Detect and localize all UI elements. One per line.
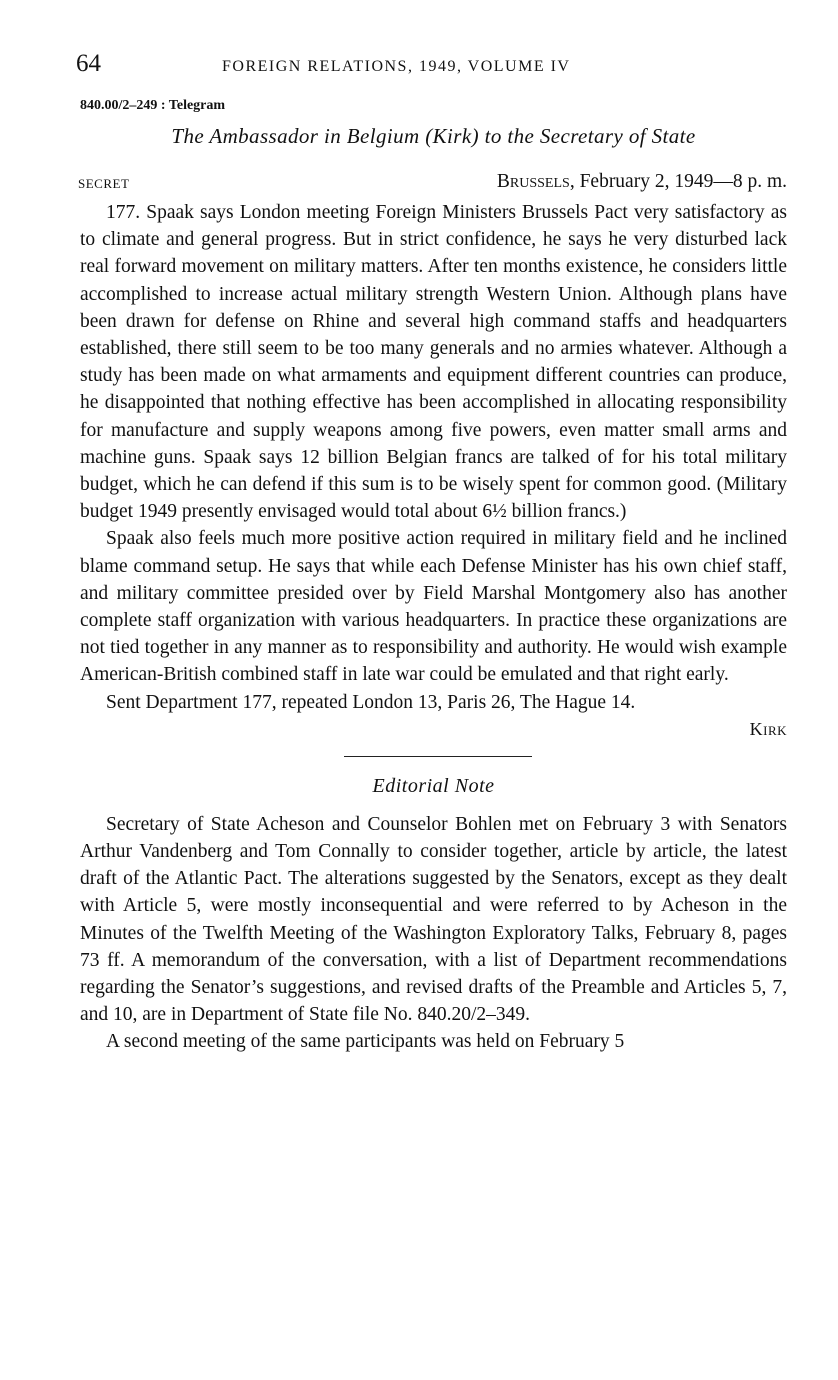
editorial-paragraph: Secretary of State Acheson and Counselor Bohlen met on February 3 with Senators Arthur Vandenberg and Tom Connally to consider together, article by article, the latest draft of the Atlantic Pact. The alterations suggested by the Senators, except as they dealt with Article 5, were mostly inconsequential and were referred to by Acheson in the Minutes of the Twelfth Meeting of the Washington Exploratory Talks, February 8, pages 73 ff. A memorandum of the conversation, with a list of Department recommendations regarding the Senator’s suggestions, and revised drafts of the Preamble and Articles 5, 7, and 10, are in Department of State file No. 840.20/2–349. xyxy=(80,813,787,1026)
editorial-note-body xyxy=(80,811,787,1056)
editorial-note-heading: Editorial Note xyxy=(372,774,495,797)
editorial-paragraph: A second meeting of the same participants was held on February 5 xyxy=(106,1031,625,1053)
page-header xyxy=(76,50,787,84)
document-title: The Ambassador in Belgium (Kirk) to the Secretary of State xyxy=(171,124,696,148)
document-page xyxy=(76,50,787,1056)
document-id: 840.00/2–249 : Telegram xyxy=(80,98,226,113)
place-and-date xyxy=(497,171,787,193)
signature: Kirk xyxy=(749,718,787,739)
telegram-body xyxy=(80,199,787,716)
section-divider xyxy=(344,756,532,757)
telegram-paragraph: Spaak also feels much more positive action required in military field and he inclined blame command setup. He says that while each Defense Minister has his own chief staff, and military committee presided over by Field Marshal Montgomery also has another complete staff organization with various headquarters. In practice these organizations are not tied together in any manner as to responsibility and authority. He would wish example American-British combined staff in late war could be emulated and that right early. xyxy=(80,528,787,686)
place: Brussels xyxy=(496,171,570,192)
telegram-paragraph: 177. Spaak says London meeting Foreign Ministers Brussels Pact very satisfactory as to climate and general progress. But in strict confidence, he says he very disturbed lack real forward movement on military matters. After ten months existence, he considers little accomplished to increase actual military strength Western Union. Although plans have been drawn for defense on Rhine and several high command staffs and headquarters established, there still seem to be too many generals and no armies whatever. Although a study has been made on what armaments and equipment different countries can produce, he disappointed that nothing effective has been accomplished in allocating responsibility for manufacture and supply weapons among five powers, even matter small arms and machine guns. Spaak says 12 billion Belgian francs are talked of for his total military budget, which he can defend if this sum is to be wisely spent for common good. (Military budget 1949 presently envisaged would total about 6½ billion francs.) xyxy=(80,202,787,523)
running-head: FOREIGN RELATIONS, 1949, VOLUME IV xyxy=(222,58,571,75)
date: , February 2, 1949—8 p. m. xyxy=(569,171,787,192)
telegram-paragraph: Sent Department 177, repeated London 13, Paris 26, The Hague 14. xyxy=(106,691,636,713)
dateline xyxy=(80,171,787,199)
classification-label: SECRET xyxy=(78,176,130,191)
page-number: 64 xyxy=(76,50,101,77)
